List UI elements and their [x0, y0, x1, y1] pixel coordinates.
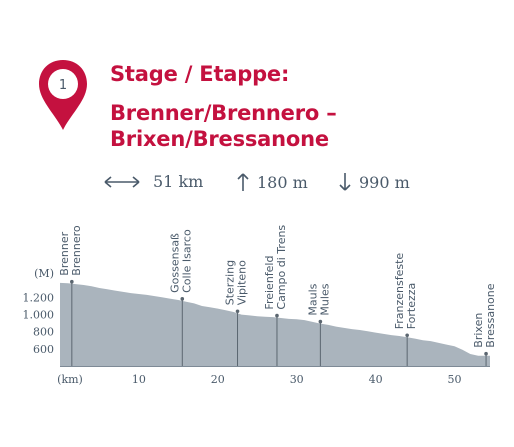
location-name: Freienfeld [262, 255, 276, 310]
y-tick-label: 1.200 [22, 291, 54, 305]
stage-number: 1 [58, 78, 68, 93]
location-name-italian: Brennero [69, 225, 83, 276]
location-dot [180, 297, 184, 301]
y-tick-label: 1.000 [22, 308, 54, 322]
location-dot [405, 333, 409, 337]
location-name-italian: Campo di Trens [274, 224, 288, 310]
x-tick-label: 20 [210, 373, 225, 386]
location-name: Franzensfeste [393, 252, 407, 330]
y-axis-label: (M) [34, 267, 54, 280]
x-tick-label: 30 [289, 373, 304, 386]
x-tick-label: 10 [131, 373, 146, 386]
location-dot [236, 309, 240, 313]
location-name: Brixen [472, 312, 486, 348]
location-name-italian: Fortezza [405, 282, 419, 330]
distance-value: 51 km [153, 172, 204, 191]
descent-value: 990 m [359, 172, 410, 192]
location-dot [275, 314, 279, 318]
location-name: Sterzing [223, 259, 237, 306]
y-tick-label: 600 [33, 342, 54, 356]
stage-title: Stage / Etappe: [110, 62, 290, 86]
location-name-italian: Vipiteno [235, 260, 249, 306]
location-name: Mauls [306, 283, 320, 316]
ascent-value: 180 m [257, 172, 308, 192]
x-axis-label: (km) [57, 373, 83, 386]
location-name: Brenner [57, 231, 71, 276]
x-tick-label: 50 [447, 373, 462, 386]
route-line-1: Brenner/Brennero – [110, 101, 337, 125]
location-name-italian: Bressanone [484, 283, 498, 348]
route-line-2: Brixen/Bressanone [110, 127, 329, 151]
location-name: Gossensaß [168, 232, 182, 293]
location-dot [319, 320, 323, 324]
x-tick-label: 40 [368, 373, 383, 386]
location-dot [484, 352, 488, 356]
location-dot [70, 280, 74, 284]
y-tick-label: 800 [33, 325, 54, 339]
location-name-italian: Colle Isarco [180, 229, 194, 293]
location-name-italian: Mules [318, 283, 332, 316]
